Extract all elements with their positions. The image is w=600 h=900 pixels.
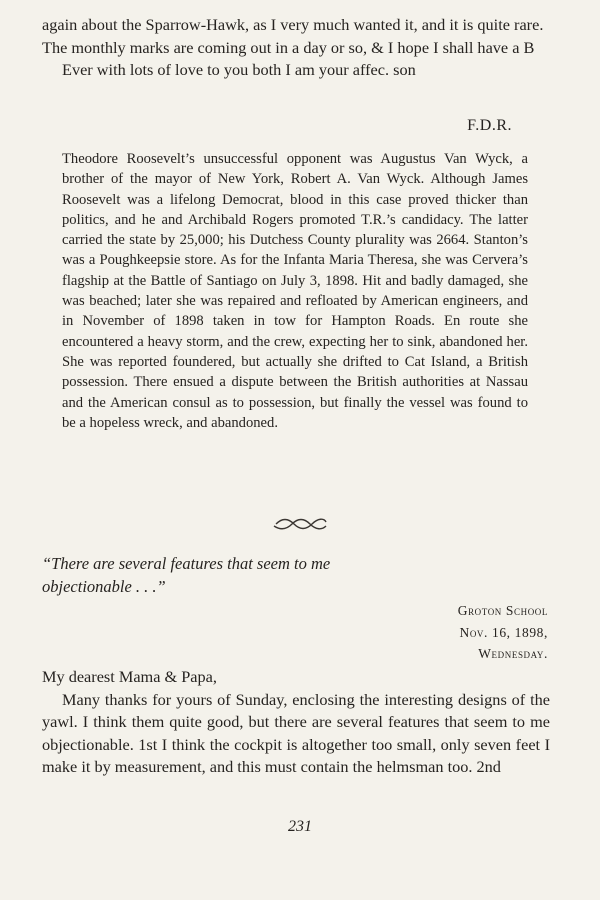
ornament-divider-icon (270, 514, 330, 534)
letter-body (42, 666, 550, 779)
pull-quote: “There are several features that seem to me objectionable . . .” (42, 554, 331, 596)
letter-continuation (42, 14, 550, 82)
letter-salutation: My dearest Mama & Papa, (42, 667, 217, 686)
dateline-place: Groton School (457, 603, 548, 618)
letter-closing: Ever with lots of love to you both I am your affec. son (62, 60, 416, 79)
dateline-date: Nov. 16, 1898, (459, 624, 548, 640)
letter-dateline (458, 600, 548, 665)
page-number: 231 (288, 818, 312, 835)
letter-paragraph: Many thanks for yours of Sunday, enclosing the interesting designs of the yawl. I think them quite good, but there are several features that seem to me objectionable. 1st I think the cockpit is altogether too small, only seven feet I make it by measurement, and this must contain the helmsman too. 2nd (42, 689, 550, 776)
editorial-commentary (62, 149, 528, 433)
signature: F.D.R. (467, 117, 512, 134)
dateline-day: Wednesday. (478, 646, 548, 661)
commentary-paragraph: Theodore Roosevelt’s unsuccessful opponent was Augustus Van Wyck, a brother of the mayor of New York, Robert A. Van Wyck. Although James Roosevelt was a lifelong Democrat, blood in this case proved thicker than politics, and he and Archibald Rogers promoted T.R.’s candidacy. The latter carried the state by 25,000; his Dutchess County plurality was 2664. Stanton’s was a Poughkeepsie store. As for the Infanta Maria Theresa, she was Cervera’s flagship at the Battle of Santiago on July 3, 1898. Hit and badly damaged, she was beached; later she was repaired and refloated by American engineers, and in November of 1898 taken in tow for Hampton Roads. En route she encountered a heavy storm, and the crew, expecting her to sink, abandoned her. She was reported foundered, but actually she drifted to Cat Island, a British possession. There ensued a dispute between the British authorities at Nassau and the American consul as to possession, but finally the vessel was found to be a hopeless wreck, and abandoned. (62, 151, 528, 431)
letter-paragraph: again about the Sparrow-Hawk, as I very much wanted it, and it is quite rare. The monthly marks are coming out in a day or so, & I hope I shall have a B (42, 15, 544, 57)
